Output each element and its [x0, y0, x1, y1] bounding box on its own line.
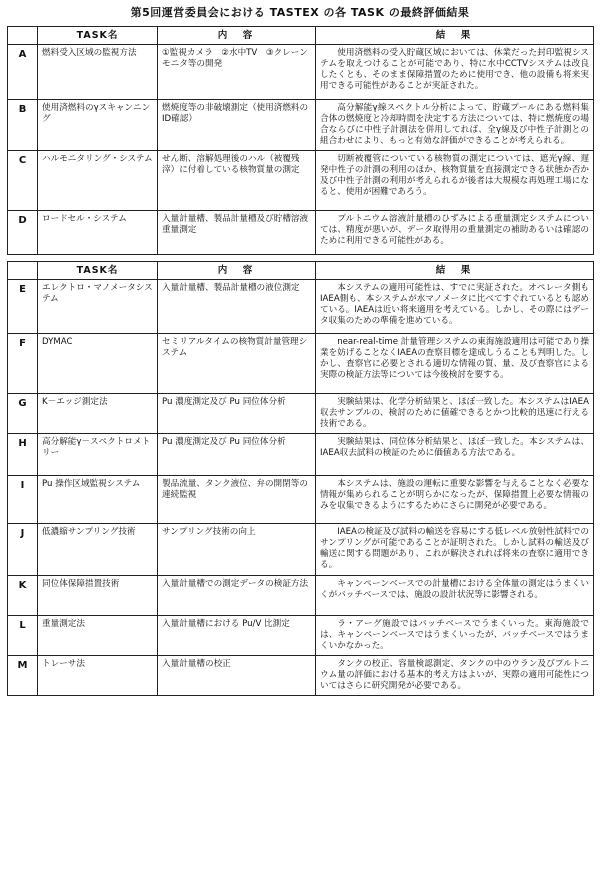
task-name: 同位体保障措置技術 — [38, 576, 158, 616]
task-id: J — [8, 524, 38, 576]
task-result: 高分解能γ線スペクトル分析によって、貯蔵プールにある燃料集合体の燃焼度と冷却時間を決定する方法については、特に燃焼度の場合ならびに中性子計測法を併用してれば、全γ線及び中性子計測との組合わせにより、もっと有効な評価ができることが考えられる。 — [316, 100, 594, 151]
task-row — [8, 100, 594, 151]
task-result: 実験結果は、化学分析結果と、ほぼ一致した。本システムはIAEA収去サンプルの、検討のために値確できるとかつ比較的迅速に行える技術である。 — [316, 394, 594, 434]
task-name: Pu 操作区域監視システム — [38, 476, 158, 524]
task-result: キャンペーンベースでの計量槽における全体量の測定はうまくいくがバッチベースでは、施設の設計状況等に影響される。 — [316, 576, 594, 616]
task-row — [8, 524, 594, 576]
table-header-row — [8, 27, 594, 45]
task-name: 使用済燃料のγスキャンニング — [38, 100, 158, 151]
task-name: 重量測定法 — [38, 616, 158, 656]
task-result: 使用済燃料の受入貯蔵区域においては、休業だった封印監視システムを取えつけることが可能であり、特に水中CCTVシステムは改良したくとも、そのまま保障措置のために使用でき、他の設備も将来実用できる可能性があることが実証された。 — [316, 45, 594, 100]
task-name: エレクトロ・マノメータシステム — [38, 280, 158, 334]
task-id: F — [8, 334, 38, 394]
evaluation-table — [7, 26, 594, 696]
task-content: 入量計量槽での測定データの検証方法 — [158, 576, 316, 616]
task-result: 実験結果は、同位体分析結果と、ほぼ一致した。本システムは、IAEA収去試料の検証のために価値ある方法である。 — [316, 434, 594, 476]
task-id: L — [8, 616, 38, 656]
task-id: C — [8, 151, 38, 211]
task-name: DYMAC — [38, 334, 158, 394]
header-id-cell — [8, 27, 38, 45]
task-result: IAEAの検証及び試料の輸送を容易にする低レベル放射性試料でのサンプリングが可能であることが証明された。しかし試料の輸送及び輸送に関する問題があり、これが解決されれば将来の査察に適用できる。 — [316, 524, 594, 576]
task-row — [8, 476, 594, 524]
task-content: Pu 濃度測定及び Pu 同位体分析 — [158, 394, 316, 434]
task-result: タンクの校正、容量検認測定、タンクの中のウラン及びプルトニウム量の評価における基本的考え方はよいが、実際の適用可能性についてはさらに研究開発が必要である。 — [316, 656, 594, 696]
header-name: TASK名 — [38, 262, 158, 280]
task-content: 入量計量槽、製品計量槽及び貯槽溶液重量測定 — [158, 211, 316, 255]
task-content: 入量計量槽の校正 — [158, 656, 316, 696]
task-result: 切断被覆管についている核物質の測定については、遮光γ線、遅発中性子の計測の利用のほか、核物質量を直接測定できる状態か否か及び中性子計測の利用が考えられるが後者は大規模な再処理工場になると、使用が困難であろう。 — [316, 151, 594, 211]
task-id: G — [8, 394, 38, 434]
task-name: 燃料受入区域の監視方法 — [38, 45, 158, 100]
header-content: 内 容 — [158, 262, 316, 280]
task-content: せん断、溶解処理後のハル（被覆残滓）に付着している核物質量の測定 — [158, 151, 316, 211]
task-name: K－エッジ測定法 — [38, 394, 158, 434]
header-result: 結 果 — [316, 262, 594, 280]
task-result: ラ・アーグ施設ではバッチベースでうまくいった。東海施設では、キャンペーンベースではうまくいったが、バッチベースではうまくいかなかった。 — [316, 616, 594, 656]
task-name: ハルモニタリング・システム — [38, 151, 158, 211]
task-name: トレーサ法 — [38, 656, 158, 696]
task-content: Pu 濃度測定及び Pu 同位体分析 — [158, 434, 316, 476]
task-content: セミリアルタイムの核物質計量管理システム — [158, 334, 316, 394]
task-row — [8, 616, 594, 656]
task-row — [8, 434, 594, 476]
task-content: 燃焼度等の非破壊測定（使用済燃料のID確認） — [158, 100, 316, 151]
task-id: D — [8, 211, 38, 255]
task-row — [8, 211, 594, 255]
task-result: 本システムの適用可能性は、すでに実証された。オペレータ側もIAEA側も、本システムが水マノメータに比べてすぐれているとも認めている。IAEAは近い将来適用を考えている。しかし、その際にはデータ収集のための準備を進めている。 — [316, 280, 594, 334]
task-name: ロードセル・システム — [38, 211, 158, 255]
table-header-row — [8, 262, 594, 280]
task-name: 低濃縮サンプリング技術 — [38, 524, 158, 576]
header-content: 内 容 — [158, 27, 316, 45]
task-row — [8, 45, 594, 100]
task-row — [8, 151, 594, 211]
task-row — [8, 576, 594, 616]
task-name: 高分解能γ－スペクトロメトリー — [38, 434, 158, 476]
task-id: E — [8, 280, 38, 334]
task-row — [8, 394, 594, 434]
header-id-cell — [8, 262, 38, 280]
task-result: near-real-time 計量管理システムの東海施設適用は可能であり操業を妨げることなくIAEAの査察目標を達成しうることも判明した。しかし、査察官に必要とされる適切な情報の質、量、及び査察官による実際の検証方法等については今後検討を要する。 — [316, 334, 594, 394]
task-id: I — [8, 476, 38, 524]
task-result: 本システムは、施設の運転に重要な影響を与えることなく必要な情報が集められることが明らかになったが、保障措置上必要な情報のみを収集できるようにするためにさらに開発が必要である。 — [316, 476, 594, 524]
task-result: プルトニウム溶液計量槽のひずみによる重量測定システムについては、精度が悪いが、データ取得用の重量測定の補助あるいは確認のために利用できる可能性がある。 — [316, 211, 594, 255]
section-gap — [8, 255, 594, 262]
task-content: 入量計量槽における Pu/V 比測定 — [158, 616, 316, 656]
task-content: ①監視カメラ ②水中TV ③クレーンモニタ等の開発 — [158, 45, 316, 100]
task-content: サンプリング技術の向上 — [158, 524, 316, 576]
task-id: A — [8, 45, 38, 100]
task-content: 製品流量、タンク液位、弁の開閉等の連続監視 — [158, 476, 316, 524]
task-row — [8, 334, 594, 394]
header-name: TASK名 — [38, 27, 158, 45]
header-result: 結 果 — [316, 27, 594, 45]
page-title: 第5回運営委員会における TASTEX の各 TASK の最終評価結果 — [130, 6, 470, 19]
task-row — [8, 280, 594, 334]
task-id: B — [8, 100, 38, 151]
task-id: M — [8, 656, 38, 696]
task-id: H — [8, 434, 38, 476]
task-id: K — [8, 576, 38, 616]
task-content: 入量計量槽、製品計量槽の液位測定 — [158, 280, 316, 334]
task-row — [8, 656, 594, 696]
